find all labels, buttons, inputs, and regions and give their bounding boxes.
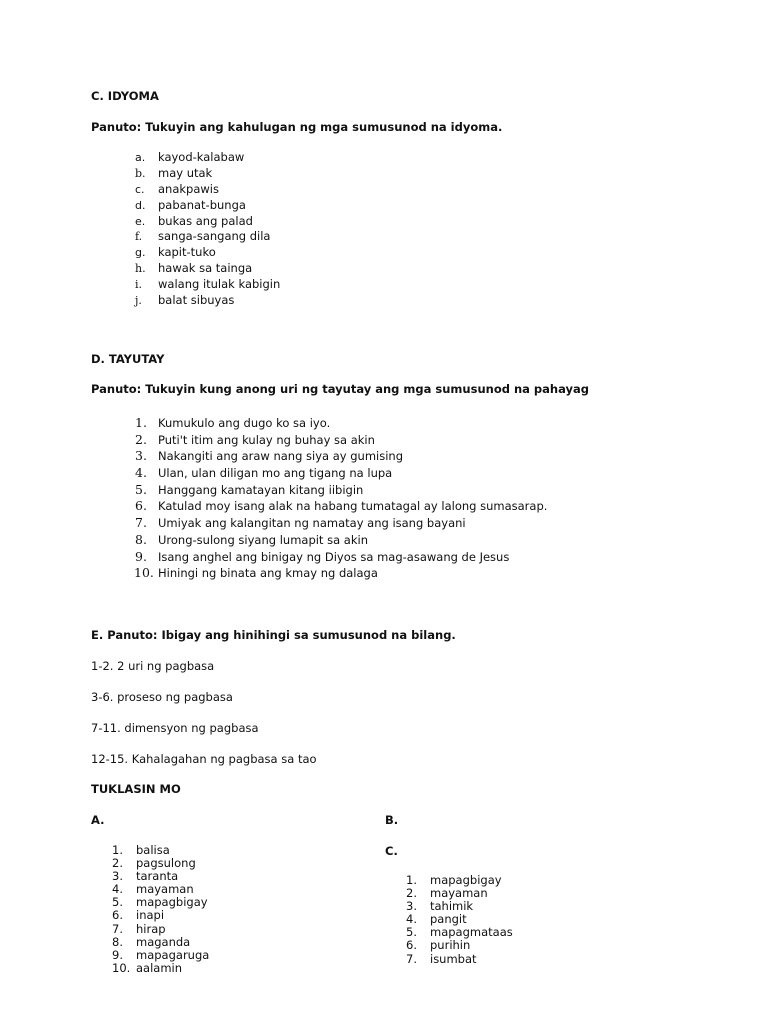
list-marker: 3.	[135, 448, 147, 464]
list-item-text: mayaman	[136, 882, 194, 897]
list-item	[406, 951, 513, 966]
list-item-text: mapagbigay	[136, 895, 208, 910]
list-item-text: mayaman	[430, 886, 488, 901]
list-marker: 8.	[135, 531, 147, 547]
section-e-item: 7-11. dimensyon ng pagbasa	[91, 721, 259, 735]
section-c-heading: C. IDYOMA	[91, 89, 159, 103]
list-item	[135, 515, 547, 532]
section-e-item: 1-2. 2 uri ng pagbasa	[91, 659, 215, 673]
list-item-text: Urong-sulong siyang lumapit sa akin	[158, 532, 368, 547]
list-marker: 3.	[406, 899, 417, 914]
list-item	[135, 229, 280, 245]
list-marker: a.	[135, 151, 146, 164]
list-item-text: mapagbigay	[430, 873, 502, 887]
list-marker: 7.	[406, 951, 417, 966]
list-item	[135, 245, 280, 261]
list-marker: 4.	[135, 465, 147, 481]
list-marker: c.	[135, 182, 145, 196]
list-marker: 1.	[406, 873, 417, 887]
list-item-text: Katulad moy isang alak na habang tumatagal ay lalong sumasarap.	[158, 499, 548, 514]
list-item	[135, 293, 280, 309]
list-marker: 8.	[112, 934, 123, 949]
list-marker: f.	[135, 230, 143, 244]
section-e-instruction: E. Panuto: Ibigay ang hinihingi sa sumusunod na bilang.	[91, 628, 456, 642]
tuklasin-list-c	[406, 873, 513, 966]
list-item-text: isumbat	[430, 951, 477, 966]
list-item-text: pagsulong	[136, 856, 196, 871]
section-d-heading: D. TAYUTAY	[91, 352, 165, 366]
list-item	[135, 277, 281, 293]
tuklasin-label-a: A.	[91, 813, 105, 827]
list-item-text: Puti't itim ang kulay ng buhay sa akin	[158, 432, 375, 447]
list-item-text: mapagaruga	[136, 947, 210, 962]
list-marker: 2.	[112, 856, 123, 871]
list-marker: 5.	[406, 925, 417, 940]
tuklasin-label-b: B.	[385, 813, 399, 827]
list-item-text: bukas ang palad	[158, 213, 253, 228]
list-marker: 6.	[406, 938, 417, 953]
section-d-instruction: Panuto: Tukuyin kung anong uri ng tayutay ang mga sumusunod na pahayag	[91, 382, 589, 396]
list-item	[135, 481, 547, 499]
list-item-text: aalamin	[136, 960, 183, 975]
tuklasin-label-c: C.	[385, 844, 398, 858]
section-c-instruction: Panuto: Tukuyin ang kahulugan ng mga sumusunod na idyoma.	[91, 120, 503, 134]
tuklasin-list-a	[112, 843, 210, 975]
list-item-text: kapit-tuko	[158, 245, 216, 260]
list-marker: e.	[135, 214, 146, 228]
idyoma-list	[135, 150, 281, 309]
list-item-text: Hiningi ng binata ang kmay ng dalaga	[158, 566, 378, 581]
list-item-text: taranta	[136, 869, 179, 884]
list-marker: b.	[135, 166, 146, 180]
list-marker: 1.	[135, 415, 147, 430]
list-item-text: sanga-sangang dila	[158, 229, 271, 244]
list-item	[135, 465, 547, 482]
list-marker: d.	[135, 198, 146, 212]
list-item	[135, 431, 547, 449]
list-marker: 5.	[135, 481, 147, 497]
list-item-text: inapi	[136, 908, 165, 923]
tayutay-list	[134, 415, 548, 582]
list-item-text: pangit	[430, 912, 467, 927]
list-item	[135, 261, 280, 277]
list-item	[135, 448, 547, 465]
list-item-text: kayod-kalabaw	[158, 150, 245, 164]
list-marker: 10.	[112, 960, 131, 975]
list-marker: 2.	[406, 886, 417, 901]
list-item-text: may utak	[158, 165, 213, 180]
list-marker: 6.	[112, 908, 123, 923]
list-item	[135, 531, 547, 549]
list-item-text: purihin	[430, 938, 471, 953]
list-marker: j.	[135, 294, 142, 308]
list-item-text: Isang anghel ang binigay ng Diyos sa mag-asawang de Jesus	[158, 549, 510, 564]
list-marker: 4.	[406, 912, 417, 927]
list-item	[135, 415, 547, 432]
list-item-text: anakpawis	[158, 181, 219, 196]
list-item-text: mapagmataas	[430, 925, 513, 940]
list-item-text: hawak sa tainga	[158, 261, 253, 276]
list-item-text: Hanggang kamatayan kitang iibigin	[158, 482, 364, 497]
list-marker: 7.	[135, 515, 147, 531]
list-marker: 4.	[112, 882, 123, 897]
list-item	[135, 213, 280, 230]
list-item-text: Kumukulo ang dugo ko sa iyo.	[158, 416, 331, 430]
list-marker: 10.	[134, 565, 154, 581]
section-e-item: 12-15. Kahalagahan ng pagbasa sa tao	[91, 752, 317, 766]
list-item	[135, 150, 280, 166]
list-marker: 6.	[135, 498, 147, 514]
list-item	[135, 548, 547, 566]
list-marker: 7.	[112, 921, 123, 936]
list-marker: 1.	[112, 843, 123, 857]
list-marker: 9.	[135, 548, 147, 564]
list-item-text: balat sibuyas	[158, 293, 235, 308]
list-item	[135, 181, 280, 198]
list-item-text: Umiyak ang kalangitan ng namatay ang isang bayani	[158, 516, 466, 531]
list-marker: 9.	[112, 947, 123, 962]
list-item	[135, 197, 280, 214]
list-marker: 5.	[112, 895, 123, 910]
list-item-text: pabanat-bunga	[158, 197, 246, 212]
list-marker: 2.	[135, 431, 147, 447]
list-marker: i.	[135, 278, 143, 292]
list-marker: 3.	[112, 869, 123, 884]
list-item	[134, 565, 547, 582]
section-e-item: 3-6. proseso ng pagbasa	[91, 690, 233, 704]
list-item-text: Nakangiti ang araw nang siya ay gumising	[158, 449, 404, 464]
list-item	[135, 498, 548, 515]
tuklasin-heading: TUKLASIN MO	[91, 782, 181, 796]
list-marker: h.	[135, 262, 146, 276]
list-item-text: hirap	[136, 921, 166, 936]
list-item-text: tahimik	[430, 899, 474, 914]
list-item	[112, 960, 209, 975]
list-item-text: walang itulak kabigin	[158, 277, 281, 292]
list-item-text: balisa	[136, 843, 170, 857]
list-marker: g.	[135, 246, 146, 260]
list-item-text: maganda	[136, 934, 191, 949]
list-item	[135, 165, 280, 182]
list-item-text: Ulan, ulan diligan mo ang tigang na lupa	[158, 466, 393, 481]
